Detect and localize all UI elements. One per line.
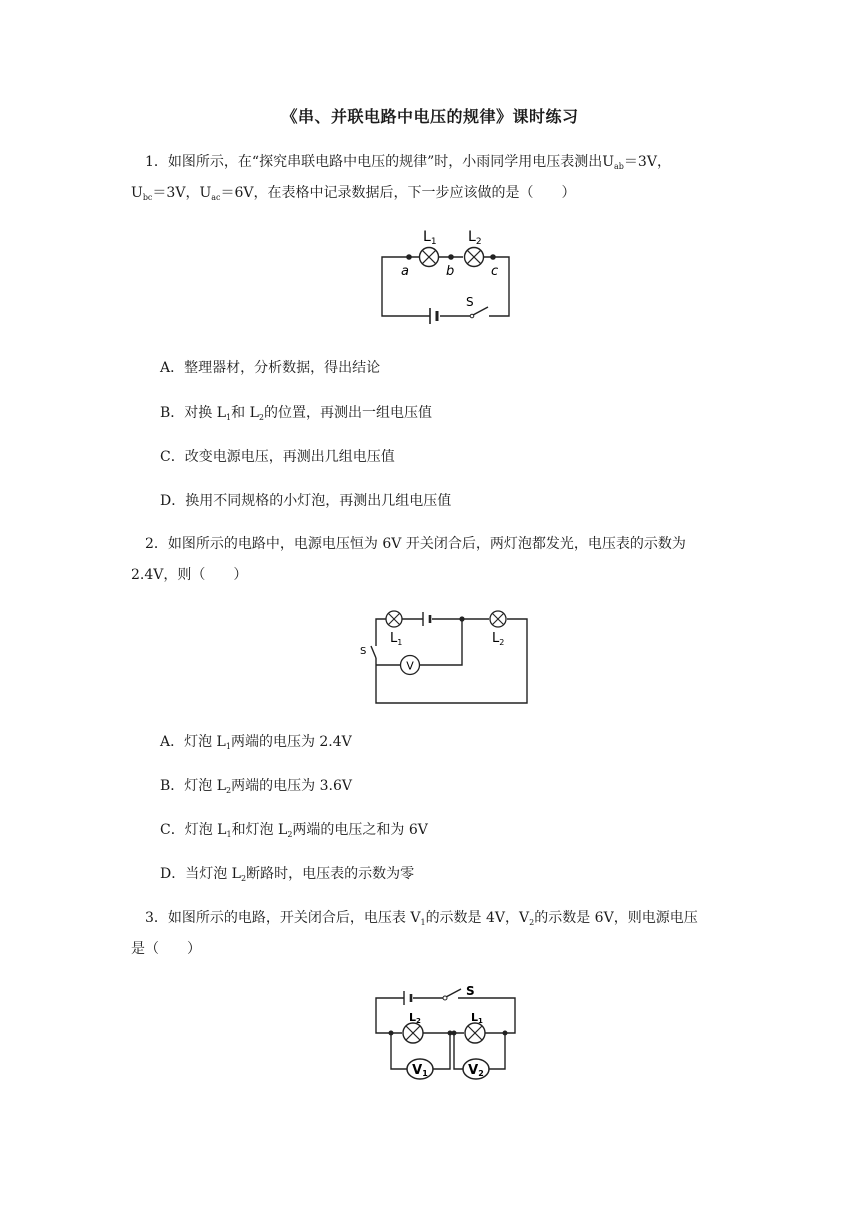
q1-label-s: S	[466, 295, 474, 309]
q3-stem-line2: 是（ ）	[131, 941, 201, 957]
q1-stem-line1: 1．如图所示，在“探究串联电路中电压的规律”时，小雨同学用电压表测出$U_{ab}=3V$，	[145, 154, 671, 171]
svg-text:V2: V2	[468, 1063, 484, 1078]
q1-option-c[interactable]: C．改变电源电压，再测出几组电压值	[160, 449, 395, 465]
q3-lamp-l2	[403, 1023, 423, 1043]
q3-lamp-l1	[465, 1023, 485, 1043]
q3-node-3	[452, 1031, 457, 1036]
q2-voltmeter	[401, 656, 420, 675]
q1-option-a[interactable]: A．整理器材，分析数据，得出结论	[160, 360, 381, 376]
q1-switch-pivot	[470, 314, 474, 318]
q3-label-l1: L1	[471, 1011, 483, 1025]
q1-label-a: a	[401, 264, 409, 279]
q2-option-b[interactable]: B．灯泡 $L_2$两端的电压为 3.6V	[160, 778, 352, 795]
q3-node-4	[503, 1031, 508, 1036]
q1-stem-line2: $U_{bc}=3V$，$U_{ac}=6V$，在表格中记录数据后，下一步应该做的是（ ）	[131, 185, 576, 202]
q3-circuit-diagram	[372, 983, 522, 1085]
q1-lamp-l2	[465, 248, 484, 267]
q2-option-c[interactable]: C．灯泡 $L_1$和灯泡 $L_2$两端的电压之和为 6V	[160, 822, 428, 839]
q1-label-b: b	[446, 264, 455, 279]
q3-switch-pivot	[443, 996, 447, 1000]
q3-stem-line1: 3．如图所示的电路，开关闭合后，电压表 $V_1$的示数是 4V，$V_2$的示数是 6V，则电源电压	[145, 910, 698, 927]
svg-text:V: V	[406, 659, 414, 673]
q1-circuit-diagram	[370, 222, 520, 330]
q3-label-s: S	[466, 984, 475, 998]
q1-option-d[interactable]: D．换用不同规格的小灯泡，再测出几组电压值	[160, 493, 452, 509]
q1-node-c	[490, 254, 496, 260]
page-title: 《串、并联电路中电压的规律》课时练习	[281, 107, 579, 126]
q1-option-b[interactable]: B．对换 $L_1$和 $L_2$的位置，再测出一组电压值	[160, 405, 432, 422]
q3-node-1	[389, 1031, 394, 1036]
q2-label-s: S	[360, 646, 367, 657]
q2-option-d[interactable]: D．当灯泡 $L_2$断路时，电压表的示数为零	[160, 866, 415, 883]
q3-voltmeter-v1	[407, 1059, 433, 1079]
q2-option-a[interactable]: A．灯泡 $L_1$两端的电压为 2.4V	[160, 734, 352, 751]
q3-voltmeter-v2	[463, 1059, 489, 1079]
q1-label-c: c	[491, 264, 499, 279]
q2-lamp-l1	[386, 611, 402, 627]
q2-junction-node	[459, 616, 464, 621]
q1-node-a	[406, 254, 412, 260]
svg-text:V1: V1	[412, 1063, 428, 1078]
q1-lamp-l1	[420, 248, 439, 267]
q2-circuit-diagram	[358, 604, 533, 708]
q1-label-l2: $L_2$	[468, 229, 482, 247]
q2-label-l2: $L_2$	[492, 631, 505, 647]
q2-label-l1: $L_1$	[390, 631, 403, 647]
q2-lamp-l2	[490, 611, 506, 627]
q2-stem-line1: 2．如图所示的电路中，电源电压恒为 6V 开关闭合后，两灯泡都发光，电压表的示数为	[145, 536, 686, 552]
q1-node-b	[448, 254, 454, 260]
q1-label-l1: $L_1$	[423, 229, 437, 247]
q2-stem-line2: 2.4V，则（ ）	[131, 567, 248, 583]
q3-label-l2: L2	[409, 1011, 421, 1025]
